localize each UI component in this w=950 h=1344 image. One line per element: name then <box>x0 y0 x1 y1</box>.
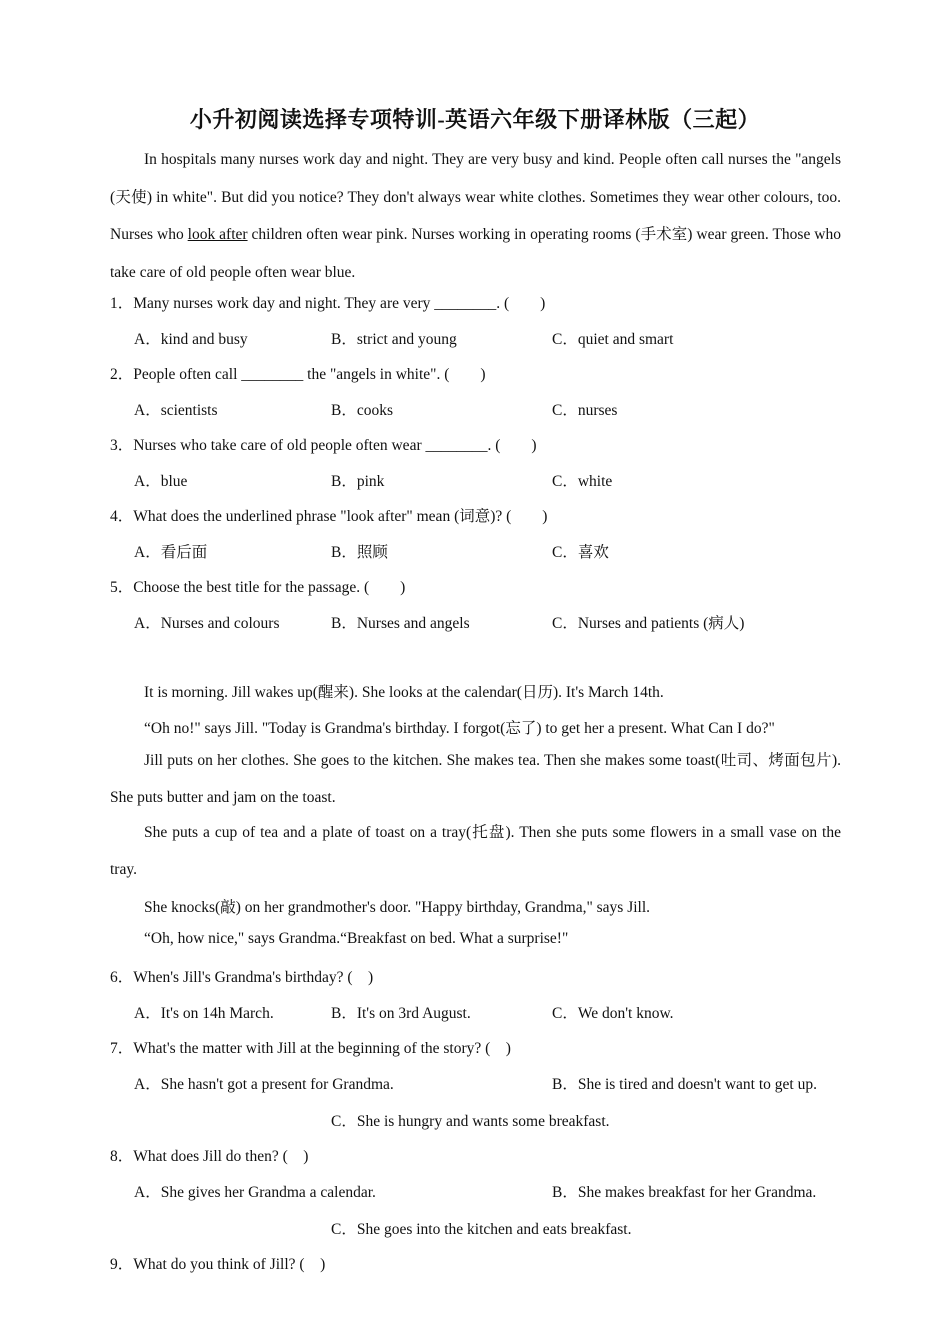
q8-option-a: A．She gives her Grandma a calendar. <box>134 1184 376 1201</box>
q2-option-c: C．nurses <box>552 402 618 419</box>
underlined-phrase: look after <box>187 226 248 243</box>
q1-option-c: C．quiet and smart <box>552 331 674 348</box>
q8-option-c: C．She goes into the kitchen and eats breakfast. <box>331 1221 632 1238</box>
passage-2-para-4: She puts a cup of tea and a plate of toast on a tray(托盘). Then she puts some flowers in a small vase on the tray. <box>110 824 841 878</box>
q3-option-a: A．blue <box>134 473 188 490</box>
question-3: 3．Nurses who take care of old people often wear ________. ( ) <box>110 437 537 454</box>
question-9: 9．What do you think of Jill? ( ) <box>110 1256 326 1273</box>
passage-2-para-1: It is morning. Jill wakes up(醒来). She looks at the calendar(日历). It's March 14th. <box>144 684 664 701</box>
question-7: 7．What's the matter with Jill at the beginning of the story? ( ) <box>110 1040 511 1057</box>
q8-option-b: B．She makes breakfast for her Grandma. <box>552 1184 817 1201</box>
passage-2-para-2: “Oh no!" says Jill. "Today is Grandma's birthday. I forgot(忘了) to get her a present. What Can I do?" <box>144 720 775 737</box>
q2-option-a: A．scientists <box>134 402 218 419</box>
question-1: 1．Many nurses work day and night. They are very ________. ( ) <box>110 295 546 312</box>
q3-option-c: C．white <box>552 473 613 490</box>
q6-option-b: B．It's on 3rd August. <box>331 1005 471 1022</box>
q1-option-a: A．kind and busy <box>134 331 248 348</box>
q6-option-c: C．We don't know. <box>552 1005 674 1022</box>
passage-2-para-6: “Oh, how nice," says Grandma.“Breakfast on bed. What a surprise!" <box>144 930 569 947</box>
q6-option-a: A．It's on 14h March. <box>134 1005 274 1022</box>
q7-option-a: A．She hasn't got a present for Grandma. <box>134 1076 394 1093</box>
q5-option-a: A．Nurses and colours <box>134 615 280 632</box>
passage-1 <box>110 141 841 291</box>
question-8: 8．What does Jill do then? ( ) <box>110 1148 309 1165</box>
q1-option-b: B．strict and young <box>331 331 457 348</box>
q2-option-b: B．cooks <box>331 402 394 419</box>
q3-option-b: B．pink <box>331 473 385 490</box>
passage-2-para-3: Jill puts on her clothes. She goes to the kitchen. She makes tea. Then she makes some toast(吐司、烤面包片). She puts butter and jam on the toast. <box>110 752 841 806</box>
page-title: 小升初阅读选择专项特训-英语六年级下册译林版（三起） <box>189 107 761 132</box>
passage-2-para-5: She knocks(敲) on her grandmother's door. "Happy birthday, Grandma," says Jill. <box>144 899 651 916</box>
passage-1-text-b: children often wear pink. Nurses working in operating rooms (手术室) wear green. Those who take care of old people often wear blue. <box>110 226 841 281</box>
q5-option-c: C．Nurses and patients (病人) <box>552 615 745 632</box>
q7-option-c: C．She is hungry and wants some breakfast. <box>331 1113 610 1130</box>
question-6: 6．When's Jill's Grandma's birthday? ( ) <box>110 969 374 986</box>
q4-option-a: A．看后面 <box>134 544 208 561</box>
question-5: 5．Choose the best title for the passage. ( ) <box>110 579 406 596</box>
q7-option-b: B．She is tired and doesn't want to get up. <box>552 1076 817 1093</box>
question-4: 4．What does the underlined phrase "look after" mean (词意)? ( ) <box>110 508 548 525</box>
q4-option-b: B．照顾 <box>331 544 388 561</box>
question-2: 2．People often call ________ the "angels in white". ( ) <box>110 366 486 383</box>
q5-option-b: B．Nurses and angels <box>331 615 470 632</box>
q4-option-c: C．喜欢 <box>552 544 609 561</box>
passage-1-text-a: In hospitals many nurses work day and night. They are very busy and kind. People often call nurses the "angels (天使) in white". But did you notice? They don't always wear white clothes. Sometimes they wear other colours, too. Nurses who <box>110 151 841 243</box>
